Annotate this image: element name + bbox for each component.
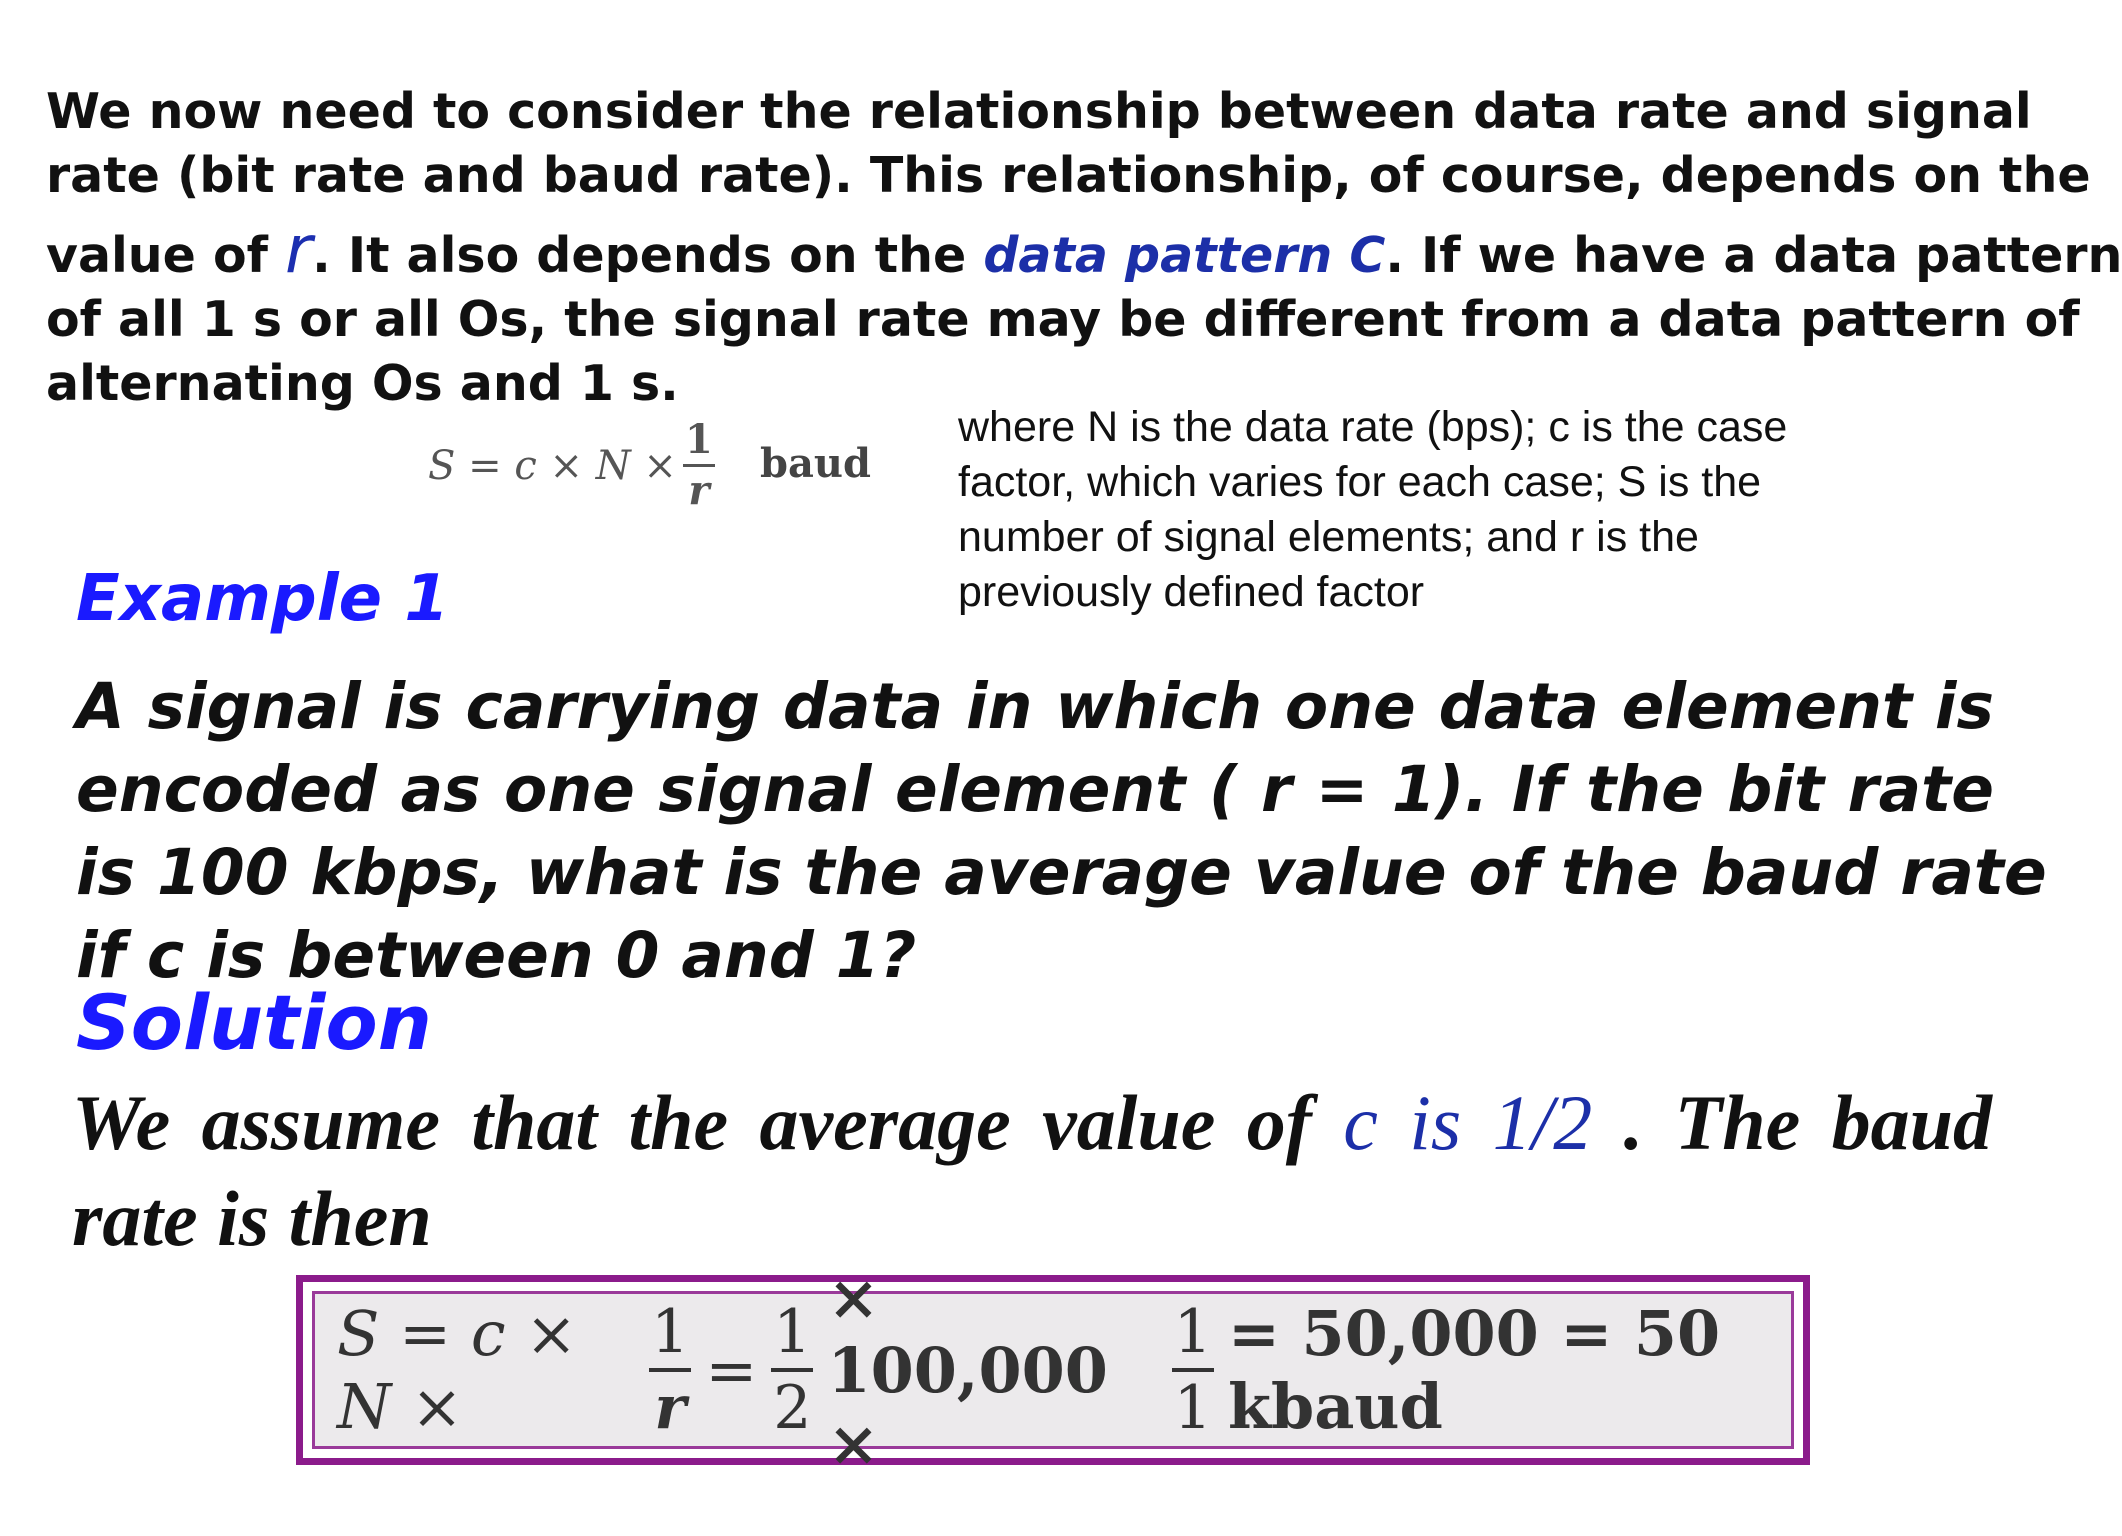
formula1-lhs: S = c × N × [428, 442, 677, 489]
formula1-fraction [683, 416, 715, 514]
intro-paragraph [46, 80, 2122, 416]
fraction-bar [1172, 1368, 1214, 1372]
fraction-denominator: 1 [1173, 1373, 1212, 1443]
solution-text [72, 1075, 1992, 1267]
intro-line-5: alternating Os and 1 s. [46, 355, 679, 412]
fraction-numerator: 1 [651, 1297, 690, 1367]
definition-line: where N is the data rate (bps); c is the case [958, 403, 1788, 451]
intro-line-4: of all 1 s or all Os, the signal rate may be different from a data pattern of [46, 291, 2080, 348]
variable-definitions [958, 400, 1858, 620]
formula2-result: = 50,000 = 50 kbaud [1227, 1297, 1721, 1443]
solution-line-2: rate is then [72, 1175, 432, 1262]
definition-line: previously defined factor [958, 568, 1425, 616]
solution-line-1-end: . The baud [1592, 1079, 1992, 1166]
formula2-lhs: S = c × N × [337, 1297, 578, 1443]
signal-rate-formula [428, 416, 721, 514]
formula2-fraction-1-over-r [649, 1297, 691, 1443]
result-formula [312, 1260, 1794, 1480]
data-pattern-term: data pattern C [983, 227, 1386, 284]
example-heading: Example 1 [76, 562, 449, 636]
intro-line-2: rate (bit rate and baud rate). This relationship, of course, depends on the [46, 147, 2091, 204]
formula1-denominator: r [688, 467, 710, 514]
c-value-highlight: c is 1/2 [1343, 1079, 1593, 1166]
question-line: if c is between 0 and 1? [76, 919, 917, 992]
intro-line-3-mid: . It also depends on the [312, 227, 984, 284]
fraction-numerator: 1 [1173, 1297, 1212, 1367]
fraction-denominator: r [654, 1373, 687, 1443]
intro-line-3 [46, 211, 2122, 288]
fraction-numerator: 1 [773, 1297, 812, 1367]
fraction-denominator: 2 [773, 1373, 812, 1443]
result-formula-box [296, 1260, 1810, 1480]
solution-line-1-start: We assume that the average value of [72, 1079, 1344, 1166]
intro-line-3-start: value of [46, 227, 286, 284]
equals-sign: = [705, 1333, 758, 1407]
fraction-bar [771, 1368, 813, 1372]
question-line: A signal is carrying data in which one data element is [76, 670, 1994, 743]
formula1-numerator: 1 [684, 416, 713, 463]
question-line: encoded as one signal element ( r = 1). If the bit rate [76, 753, 1994, 826]
formula1-unit: baud [760, 440, 871, 487]
formula2-middle: × 100,000 × [827, 1260, 1108, 1480]
example-question [76, 665, 2047, 997]
intro-line-1: We now need to consider the relationship between data rate and signal [46, 83, 2032, 140]
question-line: is 100 kbps, what is the average value of the baud rate [76, 836, 2047, 909]
definition-line: factor, which varies for each case; S is the [958, 458, 1762, 506]
variable-r: r [285, 211, 313, 288]
formula2-fraction-1-over-1 [1172, 1297, 1214, 1443]
intro-line-3-end: . If we have a data pattern [1385, 227, 2122, 284]
solution-line-1 [72, 1075, 1992, 1171]
solution-heading: Solution [76, 978, 432, 1067]
definition-line: number of signal elements; and r is the [958, 513, 1699, 561]
fraction-bar [649, 1368, 691, 1372]
formula2-fraction-1-over-2 [771, 1297, 813, 1443]
